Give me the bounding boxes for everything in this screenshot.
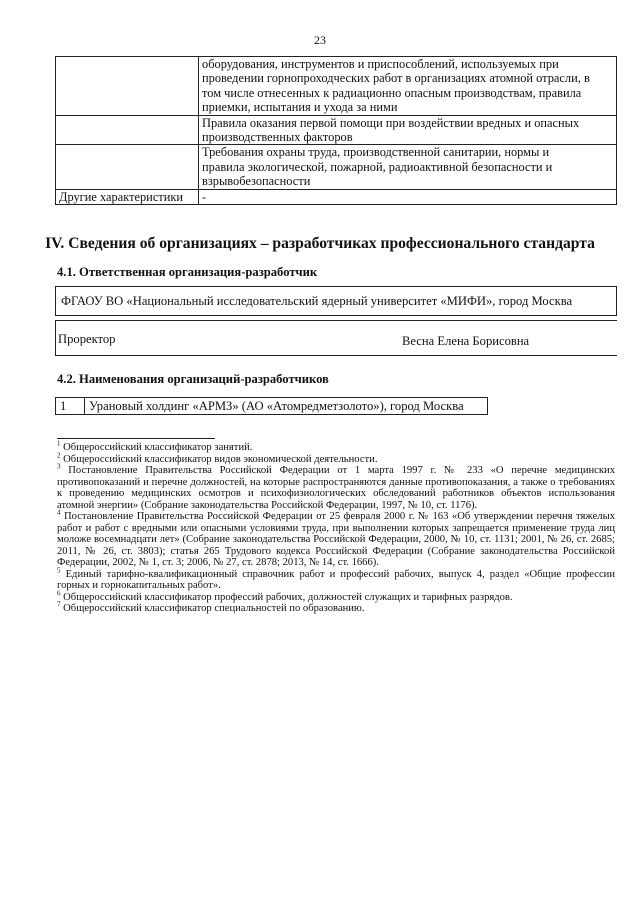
table-cell-text bbox=[199, 115, 617, 145]
table-cell-label bbox=[56, 145, 199, 189]
signatory-name: Весна Елена Борисовна bbox=[402, 334, 530, 348]
text-line: производственных факторов bbox=[202, 130, 353, 145]
footnote bbox=[57, 588, 615, 604]
developer-name: Урановый холдинг «АРМЗ» (АО «Атомредметзолото»), город Москва bbox=[85, 398, 488, 415]
footnote bbox=[57, 600, 615, 615]
text-line: приемки, испытания и ухода за ними bbox=[202, 100, 398, 115]
table-cell-text bbox=[199, 189, 617, 204]
signatory-box bbox=[55, 320, 617, 356]
responsible-org-heading: 4.1. Ответственная организация-разработчик bbox=[57, 265, 318, 279]
footnotes bbox=[57, 439, 615, 615]
table-row bbox=[56, 57, 617, 116]
footnote bbox=[57, 508, 615, 569]
footnote bbox=[57, 565, 615, 592]
footnote-text: Единый тарифно-квалификационный справочник работ и профессий рабочих, выпуск 4, раздел «Общие профессии горных и горнокапитальных работ». bbox=[57, 568, 615, 591]
signatory-role: Проректор bbox=[58, 332, 116, 346]
table-cell-label bbox=[56, 57, 199, 116]
table-cell-label: Другие характеристики bbox=[56, 189, 199, 204]
footnote-text: Общероссийский классификатор специальностей по образованию. bbox=[63, 603, 365, 614]
text-line: том числе отнесенных к радиационно опасным производствам, правила bbox=[202, 85, 582, 100]
text-line: - bbox=[202, 189, 207, 204]
table-cell-label bbox=[56, 115, 199, 145]
footnote bbox=[57, 439, 615, 454]
developers-heading: 4.2. Наименования организаций-разработчиков bbox=[57, 372, 329, 386]
footnote-mark: 3 bbox=[57, 462, 61, 471]
footnote-mark: 7 bbox=[57, 600, 61, 609]
text-line: правила экологической, пожарной, радиоактивной безопасности и bbox=[202, 159, 553, 174]
text-line: Требования охраны труда, производственной санитарии, нормы и bbox=[202, 145, 550, 160]
footnote bbox=[57, 462, 615, 511]
text-line: проведении горнопроходческих работ в организациях атомной отрасли, в bbox=[202, 71, 590, 86]
footnote-mark: 4 bbox=[57, 508, 61, 517]
section-title: IV. Сведения об организациях – разработчиках профессионального стандарта bbox=[45, 235, 595, 252]
developer-number: 1 bbox=[56, 398, 85, 415]
table-row bbox=[56, 115, 617, 145]
footnote-mark: 6 bbox=[57, 588, 61, 597]
footnote-text: Общероссийский классификатор занятий. bbox=[63, 442, 253, 453]
footnote-mark: 2 bbox=[57, 450, 61, 459]
developers-table bbox=[55, 397, 488, 415]
text-line: оборудования, инструментов и приспособлений, используемых при bbox=[202, 57, 559, 71]
table-cell-text bbox=[199, 57, 617, 116]
footnote-separator bbox=[57, 438, 215, 439]
table-row bbox=[56, 189, 617, 204]
table-row bbox=[56, 398, 488, 415]
organization-name: ФГАОУ ВО «Национальный исследовательский ядерный университет «МИФИ», город Москва bbox=[61, 294, 573, 308]
page-number: 23 bbox=[314, 33, 326, 47]
table-row bbox=[56, 145, 617, 189]
footnote bbox=[57, 450, 615, 466]
footnote-mark: 5 bbox=[57, 565, 61, 574]
footnote-text: Общероссийский классификатор видов экономической деятельности. bbox=[63, 453, 378, 465]
characteristics-table bbox=[55, 56, 617, 205]
organization-box bbox=[55, 286, 617, 316]
text-line: взрывобезопасности bbox=[202, 174, 311, 189]
text-line: Правила оказания первой помощи при воздействии вредных и опасных bbox=[202, 115, 580, 130]
footnote-text: Постановление Правительства Российской Федерации от 25 февраля 2000 г. № 163 «Об утверждении перечня тяжелых работ и работ с вредными или опасными условиями труда, при выполнении которых запрещается применение труда лиц моложе восемнадцати лет» (Собрание законодательства Российской Федерации, 2000, № 10, ст. 1131; 2001, № 26, ст. 2685; 2011, № 26, ст. 3803); статья 265 Трудового кодекса Российской Федерации (Собрание законодательства Российской Федерации, 2002, № 1, ст. 3; 2006, № 27, ст. 2878; 2013, № 14, ст. 1666). bbox=[57, 511, 615, 568]
footnote-text: Общероссийский классификатор профессий рабочих, должностей служащих и тарифных разрядов. bbox=[63, 591, 513, 603]
table-cell-text bbox=[199, 145, 617, 189]
footnote-mark: 1 bbox=[57, 439, 61, 448]
footnote-text: Постановление Правительства Российской Федерации от 1 марта 1997 г. № 233 «О перечне медицинских противопоказаний и перечне должностей, на которые распространяются данные противопоказания, а также о требованиях к проведению медицинских осмотров и психофизиологических обследований работников объектов использования атомной энергии» (Собрание законодательства Российской Федерации, 1997, № 10, ст. 1176). bbox=[57, 465, 615, 511]
